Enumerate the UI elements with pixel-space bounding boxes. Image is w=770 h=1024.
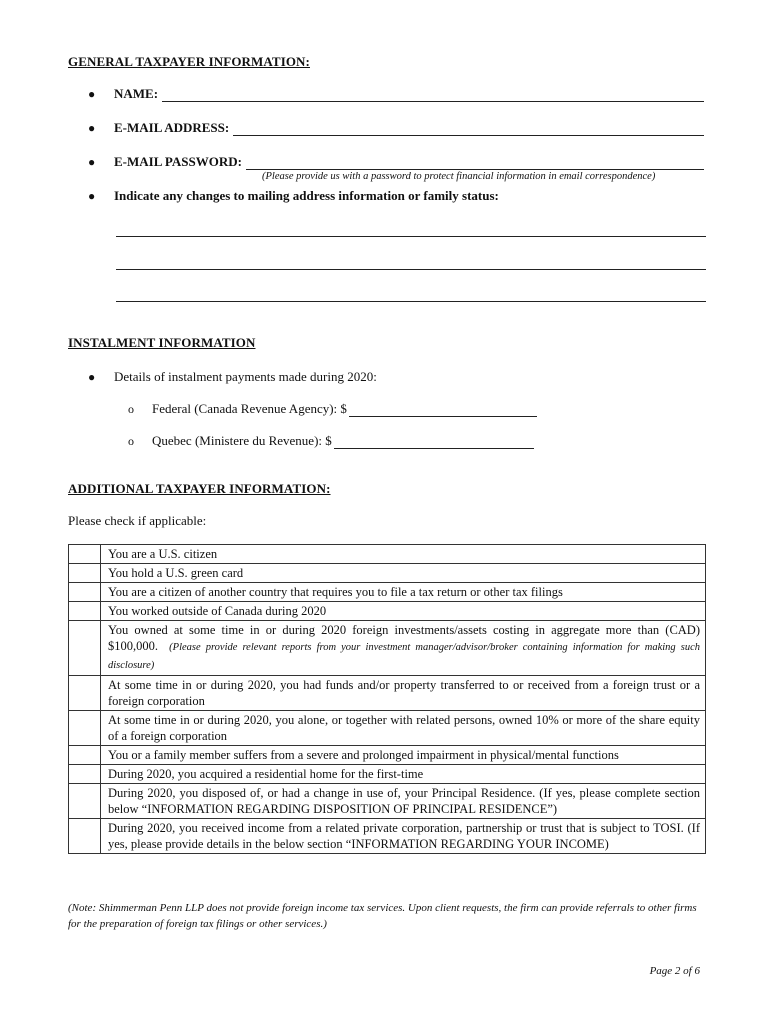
check-box[interactable] [69, 765, 101, 784]
check-box[interactable] [69, 545, 101, 564]
checklist-item: At some time in or during 2020, you alone, or together with related persons, owned 10% or more of the share equity of a foreign corporation [101, 711, 706, 746]
checklist-item: You worked outside of Canada during 2020 [101, 602, 706, 621]
checklist-item: During 2020, you received income from a related private corporation, partnership or trust that is subject to TOSI. (If yes, please provide details in the below section “INFORMATION REGARDING YOUR INCOME) [101, 819, 706, 854]
check-box[interactable] [69, 746, 101, 765]
quebec-row [128, 433, 534, 449]
checklist-item: You are a citizen of another country that requires you to file a tax return or other tax filings [101, 583, 706, 602]
checklist-item: At some time in or during 2020, you had funds and/or property transferred to or received from a foreign trust or a foreign corporation [101, 676, 706, 711]
check-box[interactable] [69, 784, 101, 819]
instalment-section-title: INSTALMENT INFORMATION [68, 335, 256, 350]
check-box[interactable] [69, 564, 101, 583]
table-row [69, 711, 706, 746]
email-row [88, 120, 704, 136]
check-box[interactable] [69, 711, 101, 746]
table-row [69, 564, 706, 583]
table-row [69, 765, 706, 784]
check-box[interactable] [69, 583, 101, 602]
password-field[interactable] [246, 157, 704, 170]
general-section-title: GENERAL TAXPAYER INFORMATION: [68, 54, 310, 69]
changes-line-3[interactable] [116, 301, 706, 302]
bullet-icon: ● [88, 121, 96, 135]
password-row [88, 154, 704, 170]
instalment-details-label: Details of instalment payments made during 2020: [114, 369, 377, 384]
name-row [88, 86, 704, 102]
name-field[interactable] [162, 89, 704, 102]
instalment-details-row [88, 369, 704, 385]
checklist-item-compound [101, 621, 706, 676]
table-row [69, 676, 706, 711]
checklist-item: During 2020, you disposed of, or had a change in use of, your Principal Residence. (If yes, please complete section below “INFORMATION REGARDING DISPOSITION OF PRINCIPAL RESIDENCE”) [101, 784, 706, 819]
checklist-item: You or a family member suffers from a severe and prolonged impairment in physical/mental functions [101, 746, 706, 765]
table-row [69, 602, 706, 621]
table-row [69, 621, 706, 676]
additional-section-title: ADDITIONAL TAXPAYER INFORMATION: [68, 481, 331, 496]
table-row [69, 545, 706, 564]
checklist-item: You are a U.S. citizen [101, 545, 706, 564]
changes-line-2[interactable] [116, 269, 706, 270]
federal-amount-field[interactable] [349, 404, 537, 417]
checklist-item: You hold a U.S. green card [101, 564, 706, 583]
changes-label: Indicate any changes to mailing address information or family status: [114, 188, 499, 203]
table-row [69, 819, 706, 854]
circle-bullet-icon: o [128, 434, 134, 448]
bullet-icon: ● [88, 189, 96, 203]
checklist-item: You owned at some time in or during 2020 foreign investments/assets costing in aggregate more than (CAD) $100,000. [108, 623, 700, 653]
bullet-icon: ● [88, 155, 96, 169]
check-box[interactable] [69, 676, 101, 711]
page-number: Page 2 of 6 [649, 965, 700, 977]
bullet-icon: ● [88, 370, 96, 384]
table-row [69, 784, 706, 819]
investment-report-note: (Please provide relevant reports from your investment manager/advisor/broker containing information for making such disclosure) [108, 642, 700, 671]
changes-row [88, 188, 704, 204]
email-field[interactable] [233, 123, 704, 136]
email-label: E-MAIL ADDRESS: [114, 120, 230, 135]
bullet-icon: ● [88, 87, 96, 101]
quebec-label: Quebec (Ministere du Revenue): $ [152, 433, 332, 448]
federal-row [128, 401, 537, 417]
applicability-checklist [68, 544, 706, 854]
changes-line-1[interactable] [116, 236, 706, 237]
check-instruction: Please check if applicable: [68, 513, 207, 528]
checklist-item: During 2020, you acquired a residential home for the first-time [101, 765, 706, 784]
federal-label: Federal (Canada Revenue Agency): $ [152, 401, 347, 416]
check-box[interactable] [69, 602, 101, 621]
check-box[interactable] [69, 621, 101, 676]
footnote: (Note: Shimmerman Penn LLP does not provide foreign income tax services. Upon client requests, the firm can provide referrals to other firms for the preparation of foreign tax filings or other services.) [68, 902, 697, 930]
check-box[interactable] [69, 819, 101, 854]
name-label: NAME: [114, 86, 159, 101]
quebec-amount-field[interactable] [334, 436, 534, 449]
circle-bullet-icon: o [128, 402, 134, 416]
password-label: E-MAIL PASSWORD: [114, 154, 242, 169]
password-note: (Please provide us with a password to protect financial information in email correspondence) [262, 171, 656, 182]
table-row [69, 583, 706, 602]
table-row [69, 746, 706, 765]
